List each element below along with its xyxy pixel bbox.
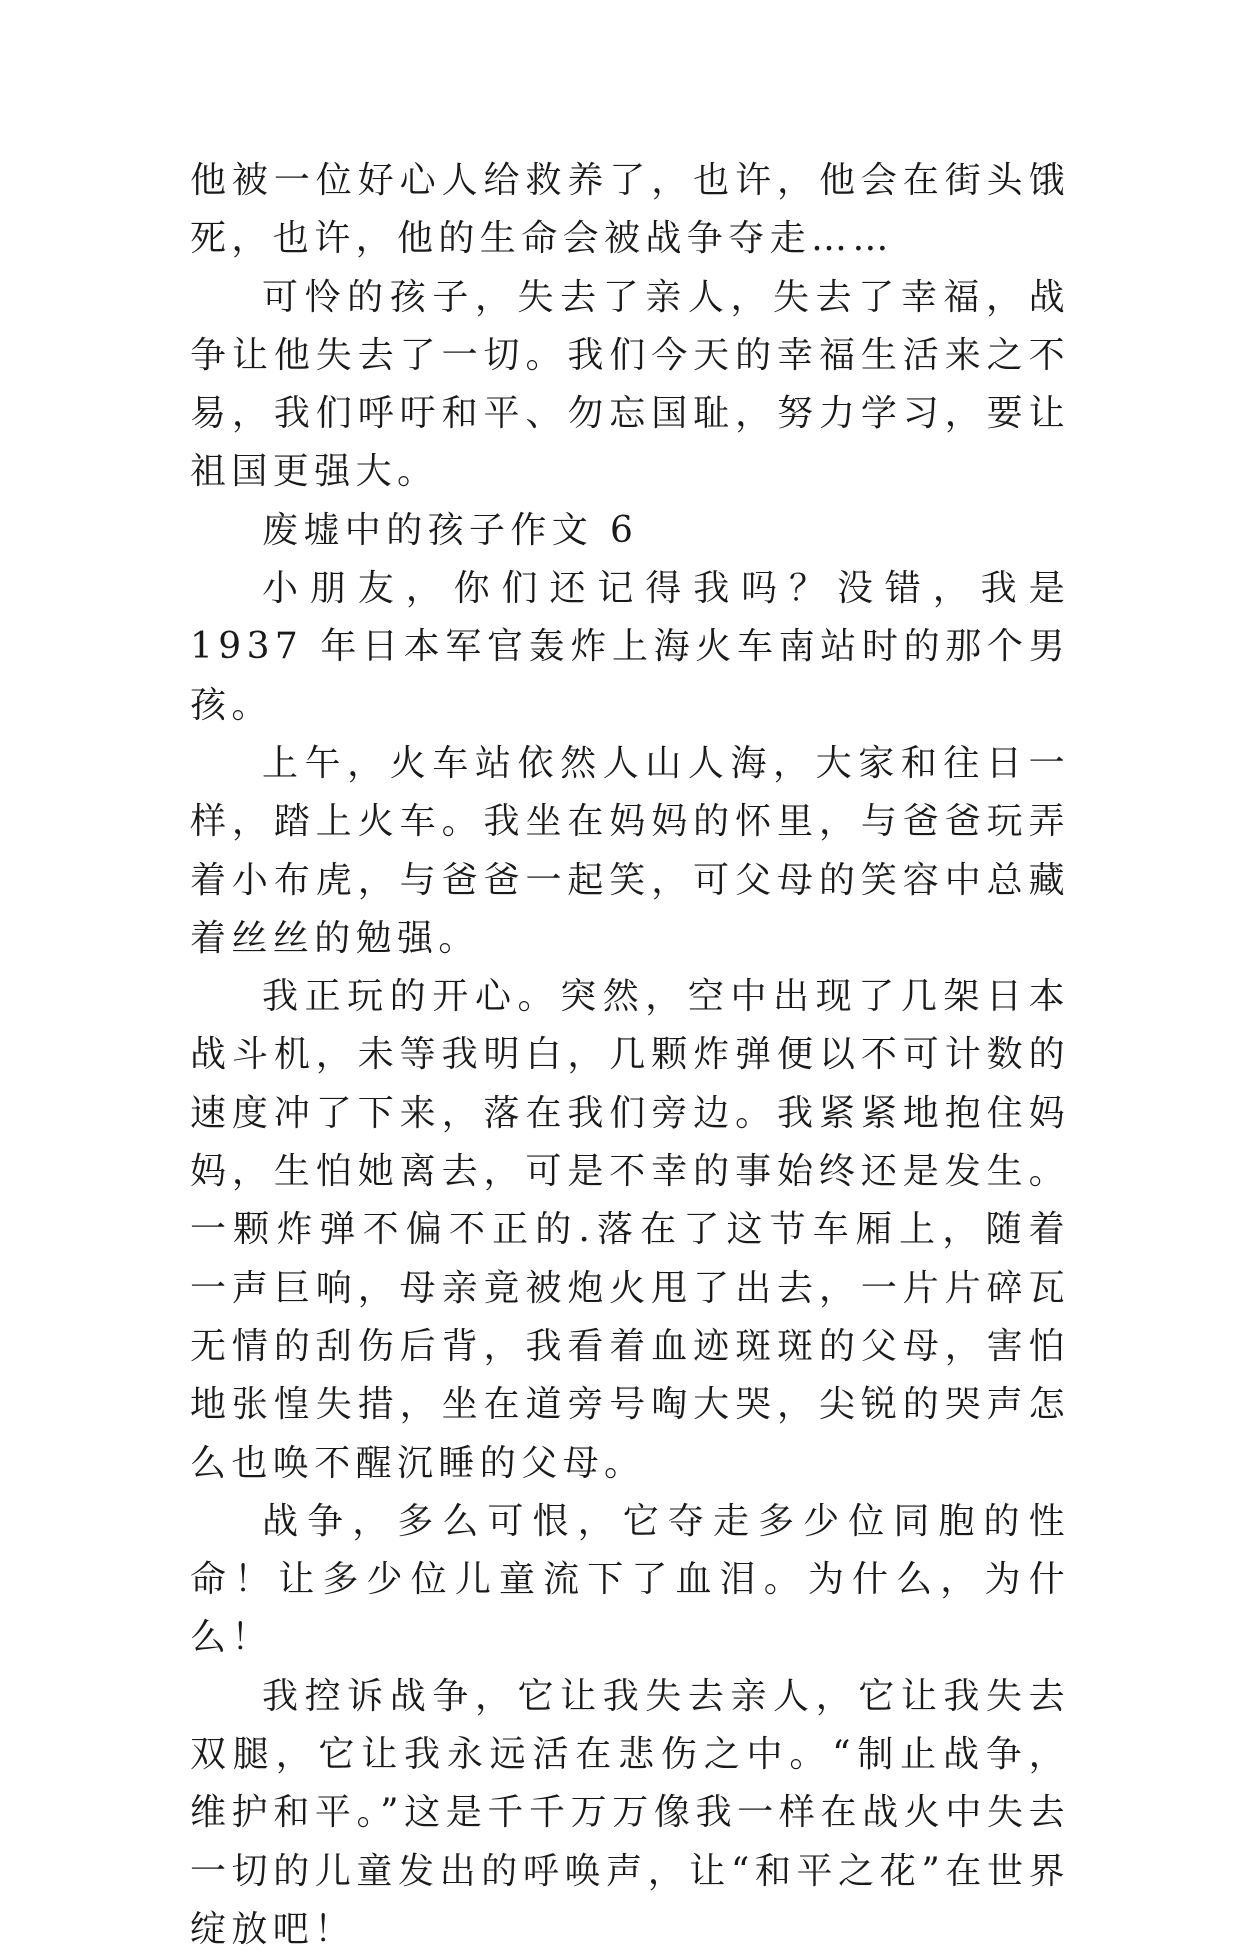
paragraph-continuation: 他被一位好心人给救养了，也许，他会在街头饿死，也许，他的生命会被战争夺走…… [190,160,1070,260]
paragraph-intro: 小朋友，你们还记得我吗？没错，我是 1937 年日本军官轰炸上海火车南站时的那个男孩。 [190,568,1070,726]
paragraph-accuse-war: 我控诉战争，它让我失去亲人，它让我失去双腿，它让我永远活在悲伤之中。“制止战争，维护和平。”这是千千万万像我一样在战火中失去一切的儿童发出的呼唤声，让“和平之花”在世界绽放吧！ [190,1675,1070,1950]
paragraph-bombing: 我正玩的开心。突然，空中出现了几架日本战斗机，未等我明白，几颗炸弹便以不可计数的速度冲了下来，落在我们旁边。我紧紧地抱住妈妈，生怕她离去，可是不幸的事始终还是发生。一颗炸弹不偏不正的.落在了这节车厢上，随着一声巨响，母亲竟被炮火甩了出去，一片片碎瓦无情的刮伤后背，我看着血迹斑斑的父母，害怕地张惶失措，坐在道旁号啕大哭，尖锐的哭声怎么也唤不醒沉睡的父母。 [190,976,1070,1484]
paragraph-pity: 可怜的孩子，失去了亲人，失去了幸福，战争让他失去了一切。我们今天的幸福生活来之不易，我们呼吁和平、勿忘国耻，努力学习，要让祖国更强大。 [190,276,1070,493]
document-page [190,152,1070,1959]
paragraph-morning: 上午，火车站依然人山人海，大家和往日一样，踏上火车。我坐在妈妈的怀里，与爸爸玩弄着小布虎，与爸爸一起笑，可父母的笑容中总藏着丝丝的勉强。 [190,742,1070,959]
essay-heading: 废墟中的孩子作文 6 [262,509,639,551]
paragraph-hateful-war: 战争，多么可恨，它夺走多少位同胞的性命！让多少位儿童流下了血泪。为什么，为什么！ [190,1500,1070,1659]
